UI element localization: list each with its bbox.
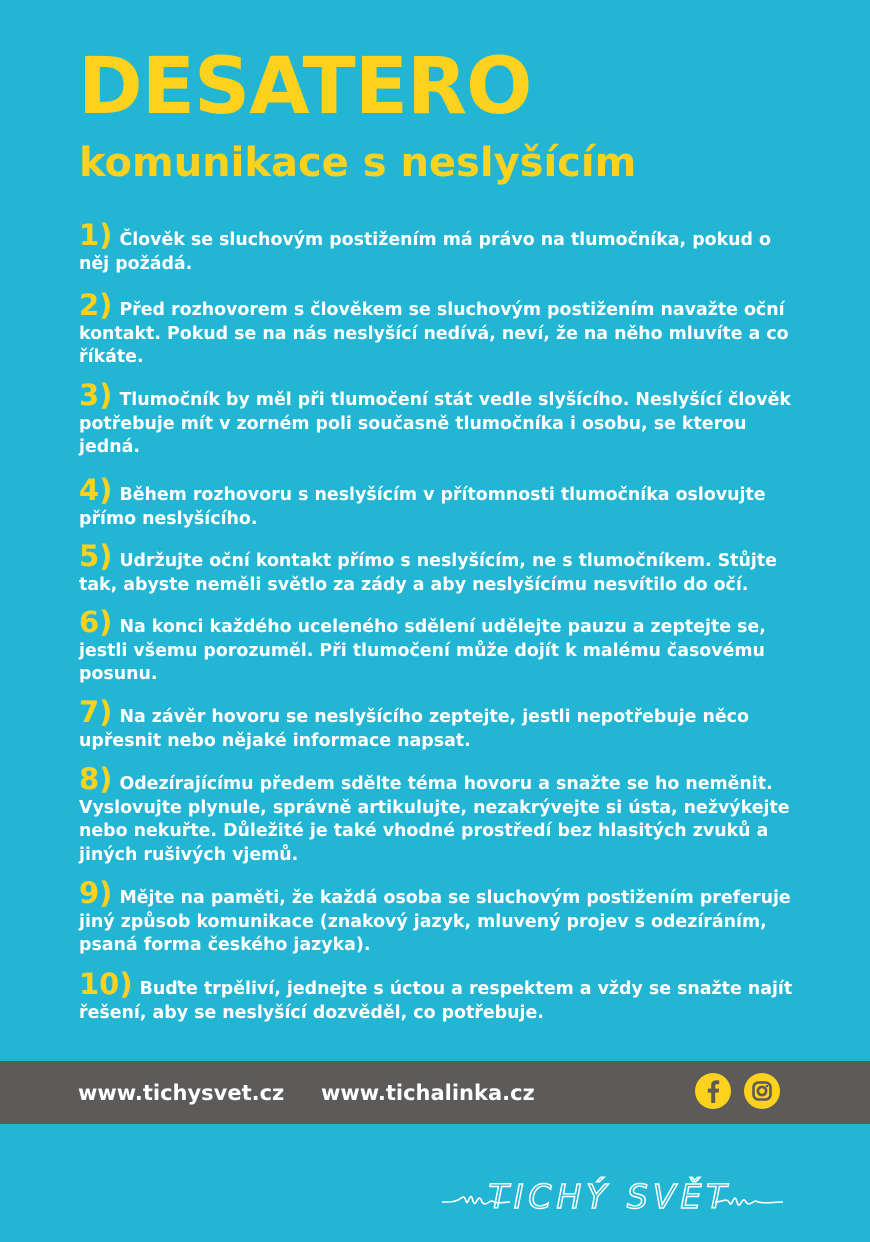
rule-number: 6) bbox=[79, 605, 113, 639]
rule-text: Odezírajícímu předem sdělte téma hovoru a snažte se ho neměnit. Vyslovujte plynule, správně artikulujte, nezakrývejte si ústa, nežvýkejte nebo nekuřte. Důležité je také vhodné prostředí bez hlasitých zvuků a jiných rušivých vjemů. bbox=[79, 774, 790, 865]
rule-item bbox=[79, 218, 799, 276]
rule-number: 10) bbox=[79, 967, 133, 1001]
rule-text: Během rozhovoru s neslyšícím v přítomnosti tlumočníka oslovujte přímo neslyšícího. bbox=[79, 485, 766, 529]
rule-text: Na konci každého uceleného sdělení udělejte pauzu a zeptejte se, jestli všemu porozuměl. Při tlumočení může dojít k malému časovému posunu. bbox=[79, 617, 766, 684]
rule-number: 3) bbox=[79, 378, 113, 412]
rule-text: Udržujte oční kontakt přímo s neslyšícím, ne s tlumočníkem. Stůjte tak, abyste neměli světlo za zády a aby neslyšícímu nesvítilo do očí. bbox=[79, 551, 777, 595]
link-tichalinka[interactable]: www.tichalinka.cz bbox=[321, 1081, 535, 1105]
rule-item bbox=[79, 473, 799, 531]
logo-text: TICHÝ SVĚT bbox=[488, 1177, 732, 1216]
rule-item bbox=[79, 695, 799, 753]
rule-text: Před rozhovorem s člověkem se sluchovým postižením navažte oční kontakt. Pokud se na nás neslyšící nedívá, neví, že na něho mluvíte a co říkáte. bbox=[79, 300, 789, 367]
rule-item bbox=[79, 605, 799, 687]
rule-text: Buďte trpěliví, jednejte s úctou a respektem a vždy se snažte najít řešení, aby se neslyšící dozvěděl, co potřebuje. bbox=[79, 979, 793, 1023]
page-subtitle: komunikace s neslyšícím bbox=[79, 140, 637, 186]
rule-number: 9) bbox=[79, 876, 113, 910]
rule-text: Tlumočník by měl při tlumočení stát vedle slyšícího. Neslyšící člověk potřebuje mít v zorném poli současně tlumočníka i osobu, se kterou jedná. bbox=[79, 390, 791, 457]
rule-item bbox=[79, 967, 799, 1025]
rule-text: Člověk se sluchovým postižením má právo na tlumočníka, pokud o něj požádá. bbox=[79, 230, 772, 274]
rule-number: 4) bbox=[79, 473, 113, 507]
rule-item bbox=[79, 762, 799, 867]
link-tichysvet[interactable]: www.tichysvet.cz bbox=[78, 1081, 285, 1105]
rule-number: 1) bbox=[79, 218, 113, 252]
rule-text: Na závěr hovoru se neslyšícího zeptejte, jestli nepotřebuje něco upřesnit nebo nějaké informace napsat. bbox=[79, 707, 749, 751]
tichy-svet-logo bbox=[440, 1168, 785, 1216]
rule-item bbox=[79, 378, 799, 460]
rule-number: 5) bbox=[79, 539, 113, 573]
rule-text: Mějte na paměti, že každá osoba se sluchovým postižením preferuje jiný způsob komunikace (znakový jazyk, mluvený projev s odezíráním, psaná forma českého jazyka). bbox=[79, 888, 791, 955]
instagram-icon[interactable] bbox=[744, 1073, 780, 1109]
facebook-icon[interactable] bbox=[695, 1073, 731, 1109]
rule-number: 7) bbox=[79, 695, 113, 729]
rule-number: 8) bbox=[79, 762, 113, 796]
page-title: DESATERO bbox=[78, 42, 532, 132]
rule-number: 2) bbox=[79, 288, 113, 322]
rule-item bbox=[79, 288, 799, 370]
rule-item bbox=[79, 876, 799, 958]
rule-item bbox=[79, 539, 799, 597]
